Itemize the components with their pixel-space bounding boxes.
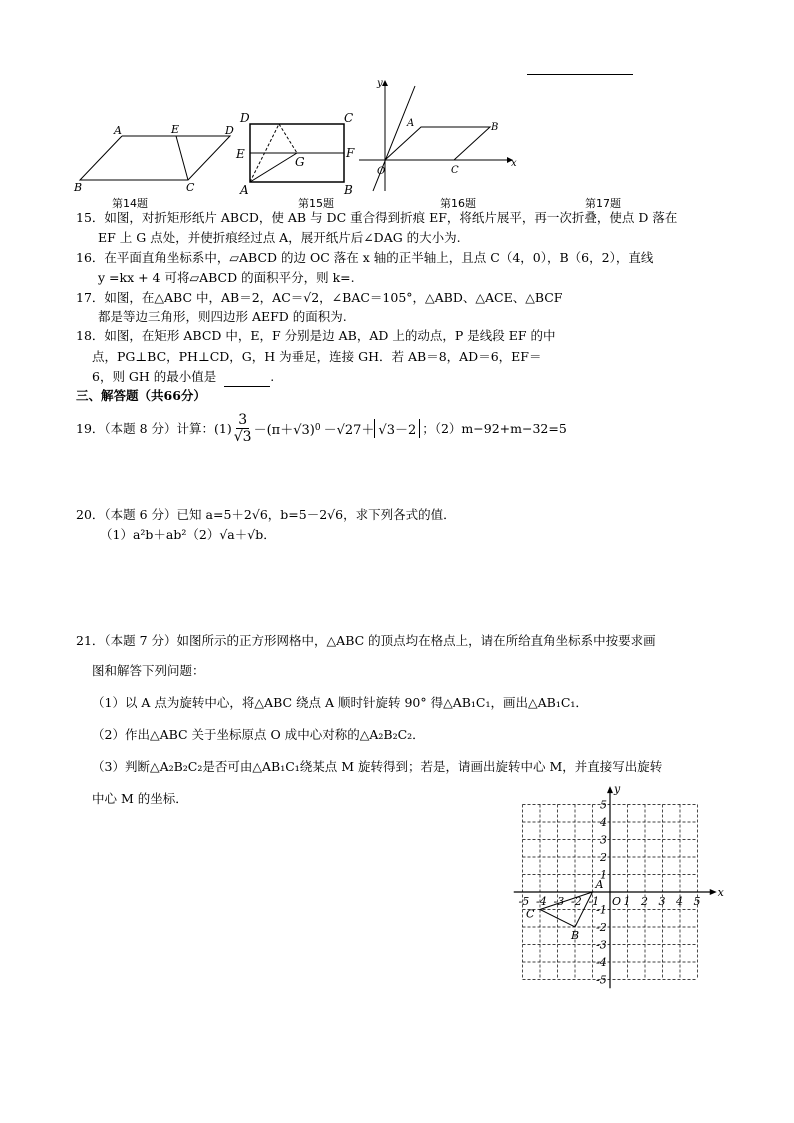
q16-line-2: y =kx + 4 可将▱ABCD 的面积平分，则 k=.: [98, 270, 355, 285]
q19: [76, 406, 567, 450]
x-tick-label: -2: [571, 895, 582, 908]
q15-line-1: 15．如图，对折矩形纸片 ABCD，使 AB 与 DC 重合得到折痕 EF，将纸片展平，再一次折叠，使点 D 落在: [76, 210, 678, 225]
y-tick-label: 5: [600, 798, 607, 812]
q20-line-1: 20．（本题 6 分）已知 a=5＋2√6，b=5－2√6，求下列各式的值．: [76, 507, 456, 522]
q15-line-2: EF 上 G 点处，并使折痕经过点 A，展开纸片后∠DAG 的大小为.: [98, 230, 461, 245]
point-label-A: A: [595, 878, 604, 891]
segment-ec: [176, 136, 188, 180]
y-axis-label: y: [614, 786, 621, 796]
q21-part-3: （3）判断△A₂B₂C₂是否可由△AB₁C₁绕某点 M 旋转得到；若是，请画出旋转中心 M，并直接写出旋转: [92, 759, 663, 774]
q20-line-2: （1）a²b＋ab²（2）√a＋√b．: [100, 527, 276, 542]
parallelogram-oabc: [385, 127, 490, 160]
x-tick-label: 2: [641, 895, 648, 908]
point-label-B: B: [571, 929, 580, 942]
q21-part-4: 中心 M 的坐标．: [92, 791, 188, 806]
y-tick-label: 1: [600, 868, 607, 882]
y-tick-label: 3: [600, 833, 607, 847]
x-axis-arrow: [710, 889, 717, 895]
q18-period: .: [270, 369, 275, 384]
y-tick-label: -4: [596, 956, 607, 969]
label-B: B: [74, 181, 83, 194]
x-tick-label: 3: [658, 895, 666, 908]
grid-axes: [514, 786, 725, 988]
segment-dg-dashed: [279, 124, 297, 153]
q19-term-sqrt27: －√27＋: [323, 422, 375, 438]
q21-line-1: 21．（本题 7 分）如图所示的正方形网格中，△ABC 的顶点均在格点上，请在所给直角坐标系中按要求画: [76, 633, 656, 648]
y-axis-arrow: [382, 80, 388, 86]
q18-line-1: 18．如图，在矩形 ABCD 中，E，F 分别是边 AB，AD 上的动点，P 是线段 EF 的中: [76, 328, 556, 343]
y-tick-label: -3: [596, 938, 607, 952]
x-tick-label: -3: [553, 895, 565, 908]
y-tick-label: 2: [600, 851, 607, 864]
label-x: x: [511, 158, 517, 169]
figure-16: [355, 76, 520, 196]
q19-term-pi: －(π＋√3): [253, 422, 315, 438]
q18-line-2: 点，PG⊥BC，PH⊥CD，G，H 为垂足，连接 GH．若 AB＝8，AD＝6，EF＝: [92, 349, 542, 364]
q19-fraction-num: 3: [238, 411, 248, 428]
x-axis-label: x: [717, 886, 724, 899]
caption-q17: 第17题: [585, 197, 621, 210]
y-tick-label: 4: [600, 816, 607, 829]
label-F: F: [346, 146, 355, 160]
label-O: O: [377, 166, 386, 177]
label-E: E: [236, 147, 245, 161]
q18-line-3: [92, 368, 274, 387]
section-3-heading: 三、解答题（共66分）: [76, 388, 206, 403]
answer-blank-line: [527, 74, 633, 75]
label-B: B: [491, 122, 499, 133]
y-axis-arrow: [607, 786, 613, 793]
y-tick-label: -5: [596, 973, 607, 987]
figure-15: [232, 108, 362, 198]
label-C: C: [451, 165, 459, 176]
q21-line-2: 图和解答下列问题：: [92, 663, 205, 678]
y-tick-label: -1: [596, 903, 607, 917]
q18-line-3-text: 6，则 GH 的最小值是: [92, 369, 217, 384]
q16-line-1: 16．在平面直角坐标系中，▱ABCD 的边 OC 落在 x 轴的正半轴上，且点 C（4，0），B（6，2），直线: [76, 250, 654, 265]
q17-line-2: 都是等边三角形，则四边形 AEFD 的面积为.: [98, 309, 347, 324]
x-tick-label: 1: [623, 895, 631, 908]
q19-tail: ；（2）m−92+m−32=5: [422, 421, 567, 436]
label-B: B: [344, 183, 353, 197]
label-C: C: [186, 181, 195, 194]
parallelogram-abcd: [80, 136, 230, 180]
x-tick-label: 5: [693, 895, 701, 908]
q19-fraction-den: √3: [233, 428, 252, 445]
y-tick-label: -2: [596, 921, 607, 934]
q19-prefix: 19．（本题 8 分）计算：(1): [76, 421, 232, 436]
label-G: G: [295, 155, 305, 169]
label-D: D: [240, 111, 250, 125]
figure-14: [70, 118, 250, 198]
x-tick-label: -5: [518, 895, 530, 908]
triangle-abc: [526, 878, 604, 942]
coordinate-grid[interactable]: [505, 786, 725, 992]
point-label-C: C: [526, 907, 535, 921]
caption-q14: 第14题: [112, 197, 148, 210]
label-E: E: [171, 123, 180, 136]
q21-part-2: （2）作出△ABC 关于坐标原点 O 成中心对称的△A₂B₂C₂．: [92, 727, 425, 742]
label-D: D: [225, 124, 234, 137]
caption-q16: 第16题: [440, 197, 476, 210]
q19-abs-value: √3－2: [374, 419, 420, 438]
q19-exponent: 0: [314, 423, 321, 433]
label-A: A: [407, 118, 415, 129]
label-A: A: [114, 124, 122, 137]
label-A: A: [240, 183, 249, 197]
caption-q15: 第15题: [298, 197, 334, 210]
q19-fraction: [234, 412, 252, 445]
x-tick-label: -1: [588, 895, 600, 908]
label-y: y: [377, 78, 383, 89]
x-tick-label: 4: [676, 895, 683, 908]
label-C: C: [344, 111, 354, 125]
q21-part-1: （1）以 A 点为旋转中心，将△ABC 绕点 A 顺时针旋转 90° 得△AB₁C₁，画出△AB₁C₁．: [92, 695, 588, 710]
origin-label: O: [612, 895, 622, 908]
x-tick-label: -4: [536, 895, 547, 908]
q17-line-1: 17．如图，在△ABC 中，AB＝2，AC＝√2，∠BAC＝105°，△ABD、△ACE、△BCF: [76, 290, 563, 305]
q18-answer-blank[interactable]: [224, 368, 270, 387]
